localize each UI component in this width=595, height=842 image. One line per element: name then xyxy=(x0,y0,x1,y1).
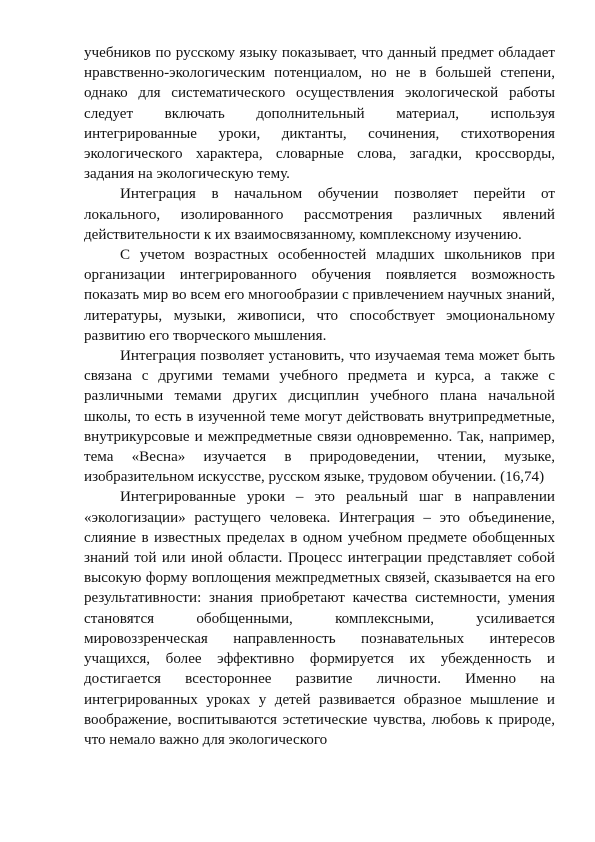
paragraph-3: С учетом возрастных особенностей младших школьников при организации интегрированного обучения появляется возможность показать мир во всем его многообразии с привлечением научных знаний, литературы, музыки, живописи, что способствует эмоциональному развитию его творческого мышления. xyxy=(84,247,555,344)
document-page xyxy=(84,43,555,750)
paragraph-4: Интеграция позволяет установить, что изучаемая тема может быть связана с другими темами учебного предмета и курса, а также с различными темами других дисциплин учебного плана начальной школы, то есть в изученной теме могут действовать внутрипредметные, внутрикурсовые и межпредметные связи одновременно. Так, например, тема «Весна» изучается в природоведении, чтении, музыке, изобразительном искусстве, русском языке, трудовом обучении. (16,74) xyxy=(84,348,555,486)
paragraph-5: Интегрированные уроки – это реальный шаг в направлении «экологизации» растущего человека. Интеграция – это объединение, слияние в известных пределах в одном учебном предмете обобщенных знаний той или иной области. Процесс интеграции представляет собой высокую форму воплощения межпредметных связей, сказывается на его результативности: знания приобретают качества системности, умения становятся обобщенными, комплексными, усиливается мировоззренческая направленность познавательных интересов учащихся, более эффективно формируется их убежденность и достигается всестороннее развитие личности. Именно на интегрированных уроках у детей развивается образное мышление и воображение, воспитываются эстетические чувства, любовь к природе, что немало важно для экологического xyxy=(84,489,555,748)
paragraph-2: Интеграция в начальном обучении позволяет перейти от локального, изолированного рассмотрения различных явлений действительности к их взаимосвязанному, комплексному изучению. xyxy=(84,186,555,243)
paragraph-1: учебников по русскому языку показывает, что данный предмет обладает нравственно-экологическим потенциалом, но не в большей степени, однако для систематического осуществления экологической работы следует включать дополнительный материал, используя интегрированные уроки, диктанты, сочинения, стихотворения экологического характера, словарные слова, загадки, кроссворды, задания на экологическую тему. xyxy=(84,45,555,183)
